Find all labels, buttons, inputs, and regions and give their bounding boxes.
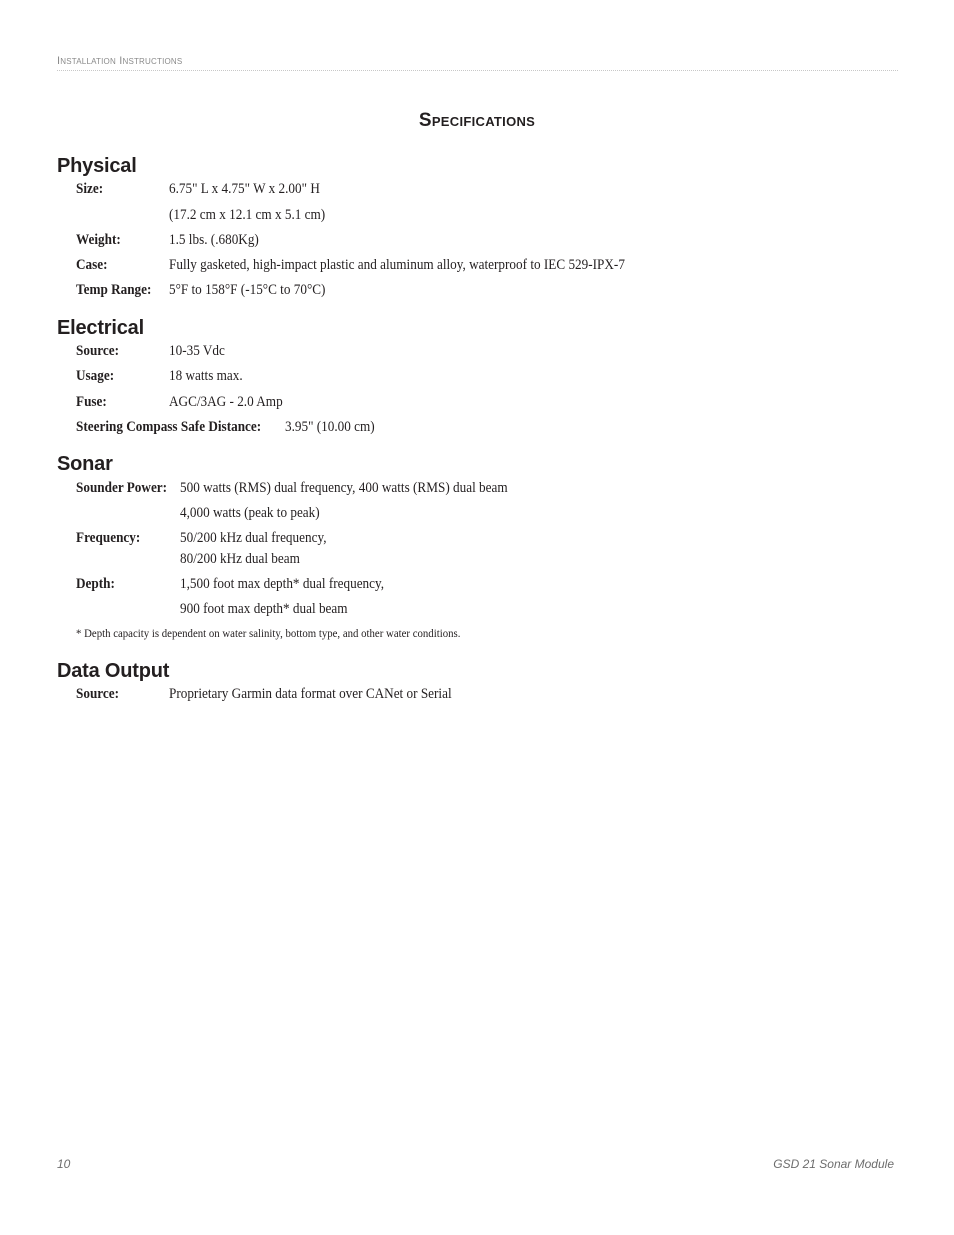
spec-value-usage: 18 watts max.: [169, 368, 243, 384]
spec-value-frequency: 50/200 kHz dual frequency,: [180, 530, 327, 546]
spec-value-frequency-beam: 80/200 kHz dual beam: [180, 551, 300, 567]
spec-value-depth: 1,500 foot max depth* dual frequency,: [180, 576, 385, 592]
spec-label-data-source: Source:: [76, 686, 120, 702]
spec-label-size: Size:: [76, 181, 104, 197]
spec-value-sounder-power-peak: 4,000 watts (peak to peak): [180, 505, 320, 521]
spec-value-compass-distance: 3.95" (10.00 cm): [285, 419, 375, 435]
spec-value-case: Fully gasketed, high-impact plastic and aluminum alloy, waterproof to IEC 529-IPX-7: [169, 257, 625, 273]
spec-value-data-source: Proprietary Garmin data format over CANet or Serial: [169, 686, 452, 702]
page-number: 10: [57, 1157, 71, 1171]
spec-value-fuse: AGC/3AG - 2.0 Amp: [169, 394, 283, 410]
spec-value-size: 6.75" L x 4.75" W x 2.00" H: [169, 181, 320, 197]
spec-label-compass-distance: Steering Compass Safe Distance:: [76, 419, 262, 435]
spec-label-usage: Usage:: [76, 368, 115, 384]
spec-label-weight: Weight:: [76, 232, 121, 248]
spec-value-temp-range: 5°F to 158°F (-15°C to 70°C): [169, 282, 326, 298]
page-title: Specifications: [418, 110, 536, 131]
spec-label-source: Source:: [76, 343, 120, 359]
header-divider: [57, 70, 898, 71]
spec-label-depth: Depth:: [76, 576, 115, 592]
section-heading-sonar: Sonar: [57, 453, 113, 475]
section-heading-physical: Physical: [57, 155, 137, 177]
footer-product-name: GSD 21 Sonar Module: [773, 1157, 894, 1171]
spec-value-depth-beam: 900 foot max depth* dual beam: [180, 601, 348, 617]
spec-label-temp-range: Temp Range:: [76, 282, 152, 298]
spec-value-source: 10-35 Vdc: [169, 343, 225, 359]
spec-label-fuse: Fuse:: [76, 394, 107, 410]
section-heading-electrical: Electrical: [57, 317, 144, 339]
depth-footnote: * Depth capacity is dependent on water salinity, bottom type, and other water conditions.: [76, 626, 461, 640]
spec-value-size-metric: (17.2 cm x 12.1 cm x 5.1 cm): [169, 207, 326, 223]
spec-label-frequency: Frequency:: [76, 530, 141, 546]
spec-value-weight: 1.5 lbs. (.680Kg): [169, 232, 259, 248]
spec-value-sounder-power: 500 watts (RMS) dual frequency, 400 watts (RMS) dual beam: [180, 480, 508, 496]
spec-label-case: Case:: [76, 257, 108, 273]
running-header: Installation Instructions: [57, 55, 183, 67]
spec-label-sounder-power: Sounder Power:: [76, 480, 168, 496]
section-heading-data-output: Data Output: [57, 660, 170, 682]
